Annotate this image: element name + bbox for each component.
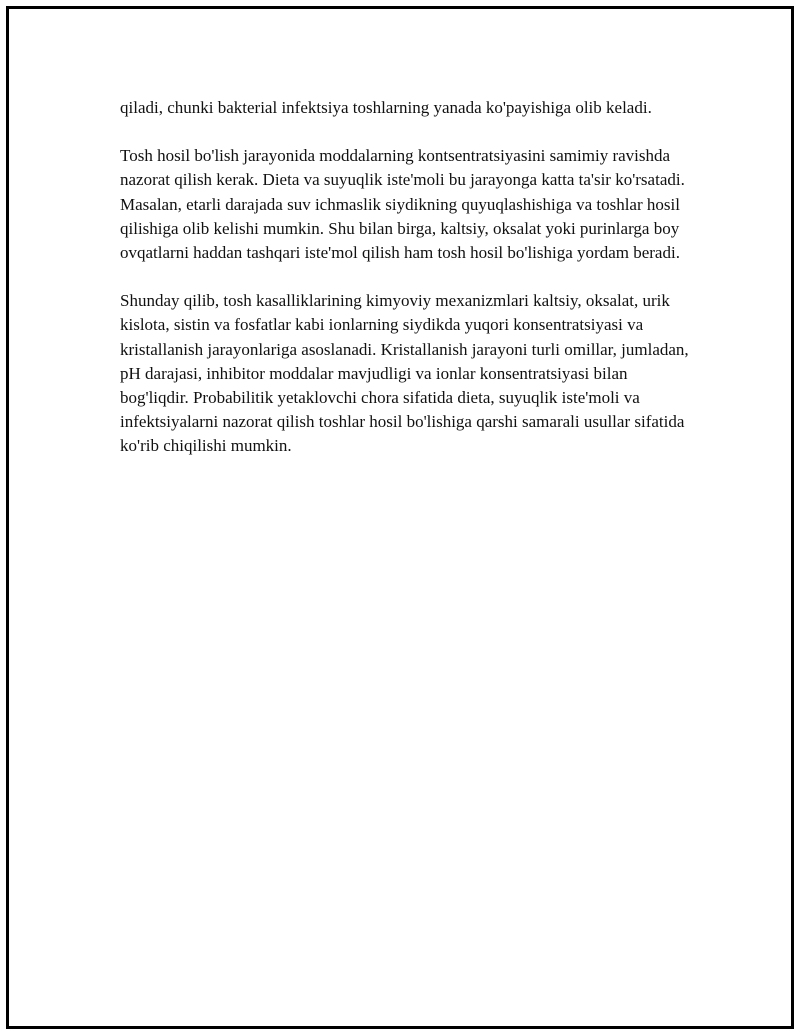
paragraph-3: Shunday qilib, tosh kasalliklarining kimyoviy mexanizmlari kaltsiy, oksalat, urik kislota, sistin va fosfatlar kabi ionlarning siydikda yuqori konsentratsiyasi va kristallanish jarayonlariga asoslanadi. Kristallanish jarayoni turli omillar, jumladan, pH darajasi, inhibitor moddalar mavjudligi va ionlar konsentratsiyasi bilan bog'liqdir. Probabilitik yetaklovchi chora sifatida dieta, suyuqlik iste'moli va infektsiyalarni nazorat qilish toshlar hosil bo'lishiga qarshi samarali usullar sifatida ko'rib chiqilishi mumkin. — [120, 291, 689, 456]
paragraph-1: qiladi, chunki bakterial infektsiya toshlarning yanada ko'payishiga olib keladi. — [120, 98, 652, 117]
document-body — [120, 96, 700, 483]
paragraph-2: Tosh hosil bo'lish jarayonida moddalarning kontsentratsiyasini samimiy ravishda nazorat qilish kerak. Dieta va suyuqlik iste'moli bu jarayonga katta ta'sir ko'rsatadi. Masalan, etarli darajada suv ichmaslik siydikning quyuqlashishiga va toshlar hosil qilishiga olib kelishi mumkin. Shu bilan birga, kaltsiy, oksalat yoki purinlarga boy ovqatlarni haddan tashqari iste'mol qilish ham tosh hosil bo'lishiga yordam beradi. — [120, 146, 685, 263]
document-page — [6, 6, 794, 1029]
